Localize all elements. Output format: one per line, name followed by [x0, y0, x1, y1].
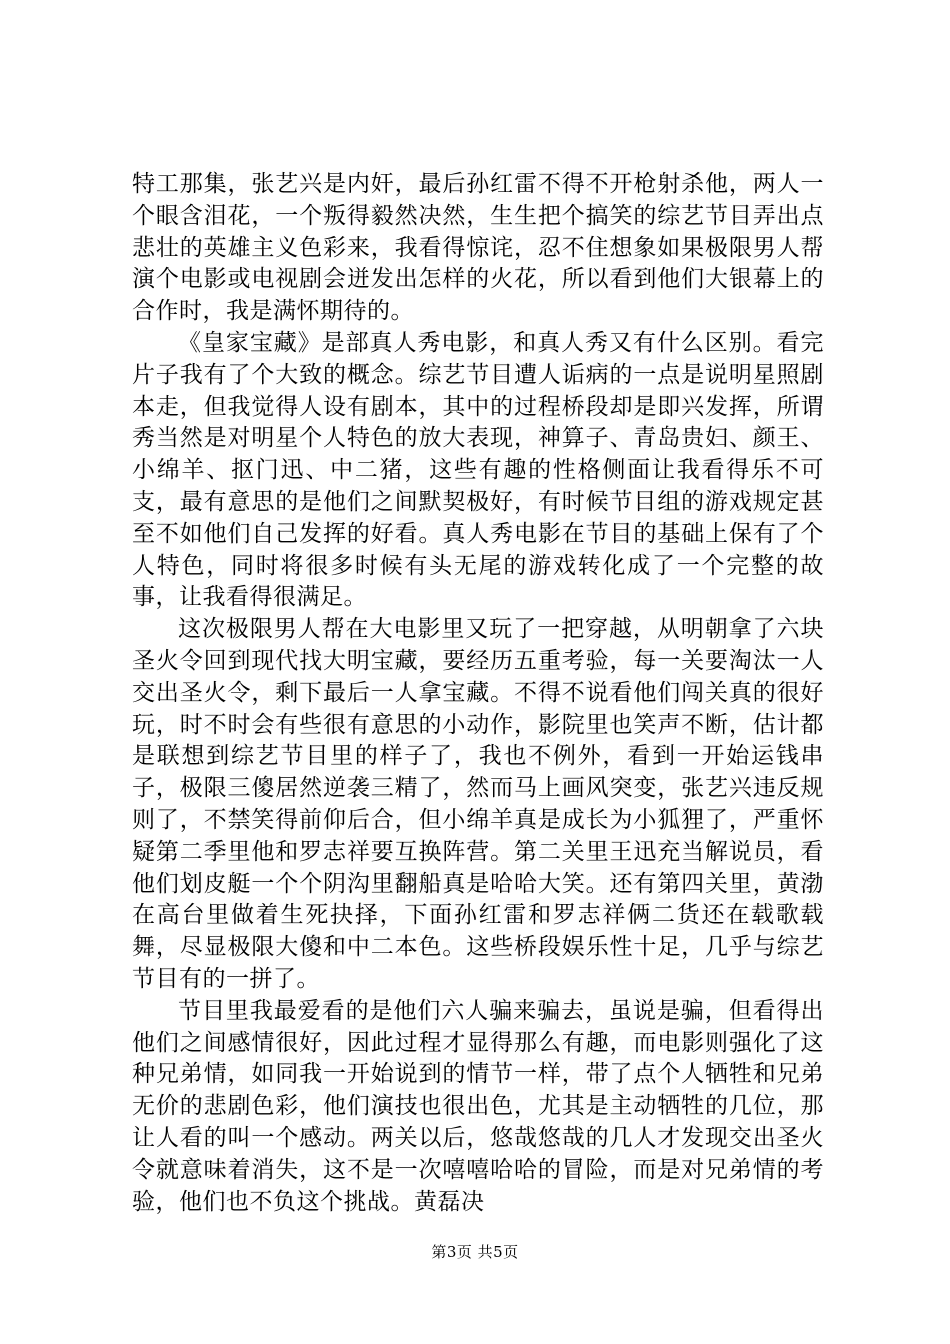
paragraph-1: 特工那集，张艺兴是内奸，最后孙红雷不得不开枪射杀他，两人一个眼含泪花，一个叛得毅然决然，生生把个搞笑的综艺节目弄出点悲壮的英雄主义色彩来，我看得惊诧，忍不住想象如果极限男人帮演个电影或电视剧会迸发出怎样的火花，所以看到他们大银幕上的合作时，我是满怀期待的。	[132, 171, 824, 325]
page-number-footer: 第3页 共5页	[431, 1243, 519, 1261]
paragraph-2: 《皇家宝藏》是部真人秀电影，和真人秀又有什么区别。看完片子我有了个大致的概念。综艺节目遭人诟病的一点是说明星照剧本走，但我觉得人设有剧本，其中的过程桥段却是即兴发挥，所谓秀当然是对明星个人特色的放大表现，神算子、青岛贵妇、颜王、小绵羊、抠门迅、中二猪，这些有趣的性格侧面让我看得乐不可支，最有意思的是他们之间默契极好，有时候节目组的游戏规定甚至不如他们自己发挥的好看。真人秀电影在节目的基础上保有了个人特色，同时将很多时候有头无尾的游戏转化成了一个完整的故事，让我看得很满足。	[132, 329, 824, 611]
paragraph-4: 节目里我最爱看的是他们六人骗来骗去，虽说是骗，但看得出他们之间感情很好，因此过程才显得那么有趣，而电影则强化了这种兄弟情，如同我一开始说到的情节一样，带了点个人牺牲和兄弟无价的悲剧色彩，他们演技也很出色，尤其是主动牺牲的几位，那让人看的叫一个感动。两关以后，悠哉悠哉的几人才发现交出圣火令就意味着消失，这不是一次嘻嘻哈哈的冒险，而是对兄弟情的考验，他们也不负这个挑战。黄磊决	[132, 997, 824, 1215]
document-body	[132, 169, 824, 1218]
paragraph-3: 这次极限男人帮在大电影里又玩了一把穿越，从明朝拿了六块圣火令回到现代找大明宝藏，要经历五重考验，每一关要淘汰一人交出圣火令，剩下最后一人拿宝藏。不得不说看他们闯关真的很好玩，时不时会有些很有意思的小动作，影院里也笑声不断，估计都是联想到综艺节目里的样子了，我也不例外，看到一开始运钱串子，极限三傻居然逆袭三精了，然而马上画风突变，张艺兴违反规则了，不禁笑得前仰后合，但小绵羊真是成长为小狐狸了，严重怀疑第二季里他和罗志祥要互换阵营。第二关里王迅充当解说员，看他们划皮艇一个个阴沟里翻船真是哈哈大笑。还有第四关里，黄渤在高台里做着生死抉择，下面孙红雷和罗志祥俩二货还在载歌载舞，尽显极限大傻和中二本色。这些桥段娱乐性十足，几乎与综艺节目有的一拼了。	[132, 616, 824, 992]
